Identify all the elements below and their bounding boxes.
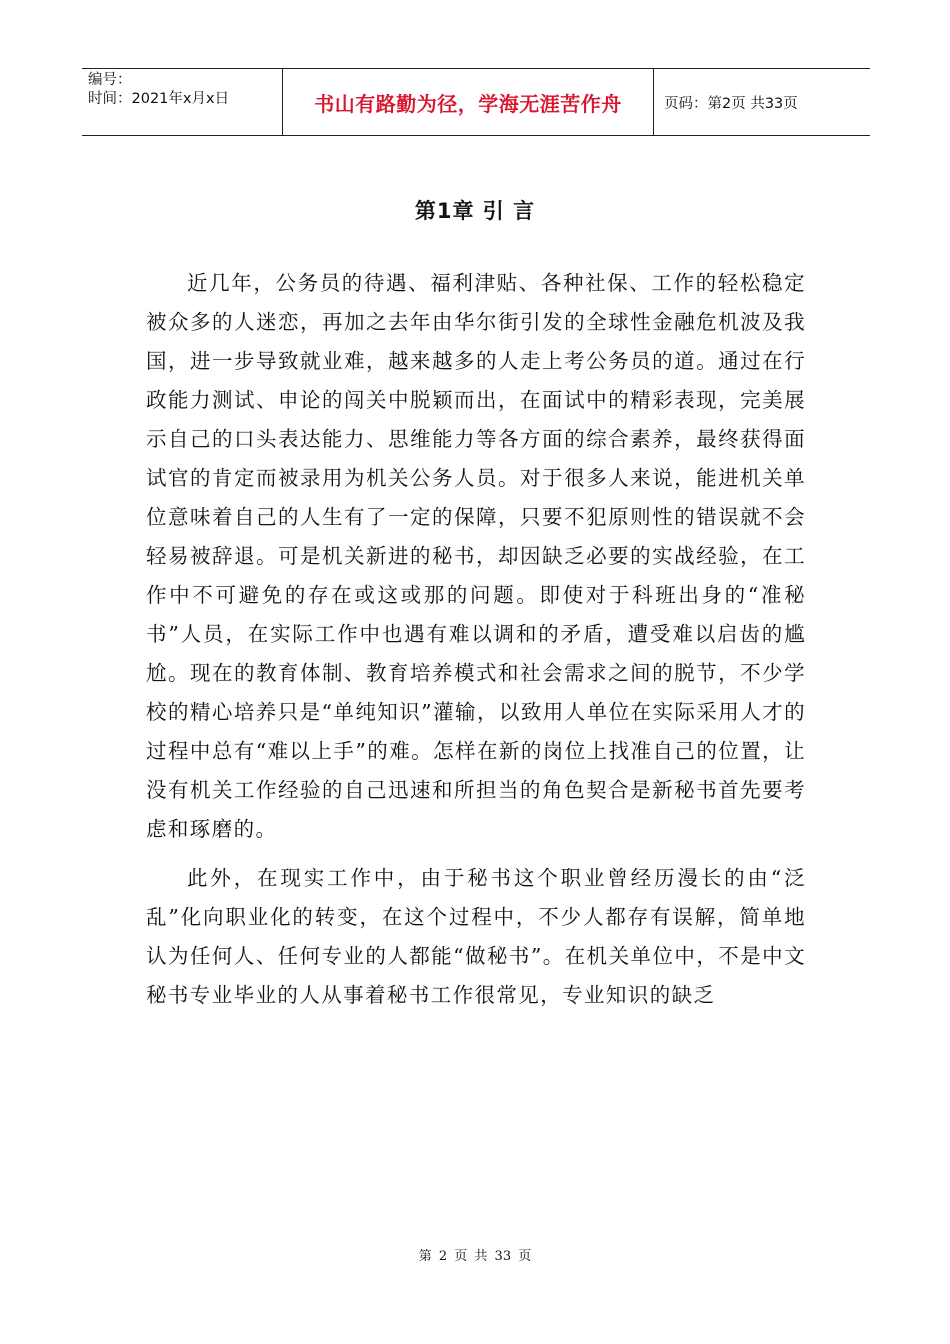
header-table	[82, 68, 870, 136]
paragraph-2: 此外，在现实工作中，由于秘书这个职业曾经历漫长的由“泛乱”化向职业化的转变，在这个过程中，不少人都存有误解，简单地认为任何人、任何专业的人都能“做秘书”。在机关单位中，不是中文秘书专业毕业的人从事着秘书工作很常见，专业知识的缺乏	[146, 866, 806, 1007]
header-page-info: 页码：第2页 共33页	[664, 95, 798, 112]
header-meta	[82, 69, 282, 135]
chapter-title: 第1章 引 言	[414, 199, 536, 223]
time-label: 时间：2021年x月x日	[88, 91, 230, 107]
paragraph-1: 近几年，公务员的待遇、福利津贴、各种社保、工作的轻松稳定被众多的人迷恋，再加之去年由华尔街引发的全球性金融危机波及我国，进一步导致就业难，越来越多的人走上考公务员的道。通过在行政能力测试、申论的闯关中脱颖而出，在面试中的精彩表现，完美展示自己的口头表达能力、思维能力等各方面的综合素养，最终获得面试官的肯定而被录用为机关公务人员。对于很多人来说，能进机关单位意味着自己的人生有了一定的保障，只要不犯原则性的错误就不会轻易被辞退。可是机关新进的秘书，却因缺乏必要的实战经验，在工作中不可避免的存在或这或那的问题。即使对于科班出身的“准秘书”人员，在实际工作中也遇有难以调和的矛盾，遭受难以启齿的尴尬。现在的教育体制、教育培养模式和社会需求之间的脱节，不少学校的精心培养只是“单纯知识”灌输，以致用人单位在实际采用人才的过程中总有“难以上手”的难。怎样在新的岗位上找准自己的位置，让没有机关工作经验的自己迅速和所担当的角色契合是新秘书首先要考虑和琢磨的。	[146, 271, 806, 841]
body-text	[146, 264, 806, 1015]
header-motto: 书山有路勤为径，学海无涯苦作舟	[282, 69, 654, 135]
page-footer: 第 2 页 共 33 页	[418, 1249, 532, 1264]
number-label: 编号：	[88, 72, 132, 88]
